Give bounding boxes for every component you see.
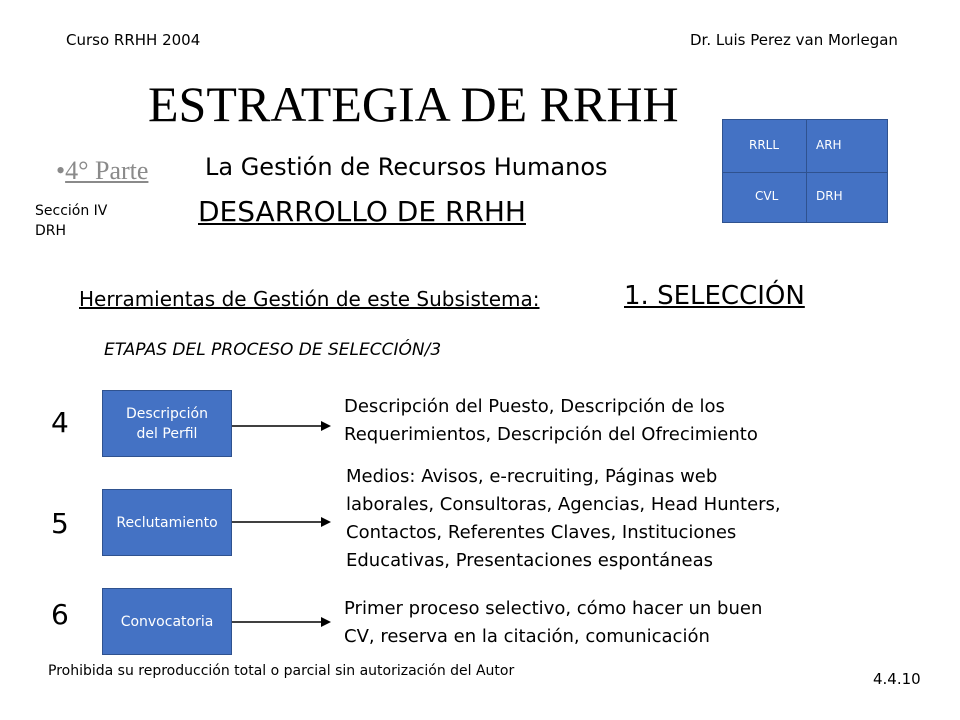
stages-title: ETAPAS DEL PROCESO DE SELECCIÓN/3 — [104, 340, 442, 360]
section-line: Sección IV — [35, 203, 108, 219]
part-label: 4° Parte — [65, 156, 149, 185]
part-heading — [56, 156, 148, 186]
slide-number: 4.4.10 — [873, 670, 921, 688]
copyright-notice: Prohibida su reproducción total o parcial sin autorización del Autor — [48, 663, 515, 679]
step-description — [344, 393, 758, 449]
arrow-icon — [232, 416, 332, 436]
tools-label: Herramientas de Gestión de este Subsistema: — [79, 287, 540, 311]
course-name: Curso RRHH 2004 — [66, 31, 201, 49]
desc-line: Educativas, Presentaciones espontáneas — [346, 550, 714, 571]
section-line: DRH — [35, 223, 67, 239]
grid-cell-cvl: CVL — [755, 189, 779, 203]
selection-title: 1. SELECCIÓN — [624, 281, 805, 311]
arrow-icon — [232, 512, 332, 532]
desc-line: Medios: Avisos, e-recruiting, Páginas web — [346, 466, 718, 487]
slide-title: ESTRATEGIA DE RRHH — [148, 76, 679, 132]
step-box-reclutamiento — [102, 489, 232, 556]
step-box-perfil — [102, 390, 232, 457]
grid-cell-arh: ARH — [816, 138, 842, 152]
desc-line: Primer proceso selectivo, cómo hacer un buen — [344, 598, 763, 619]
desc-line: laborales, Consultoras, Agencias, Head Hunters, — [346, 494, 781, 515]
subsystem-grid — [722, 119, 888, 223]
grid-divider — [723, 172, 887, 173]
grid-cell-drh: DRH — [816, 189, 843, 203]
step-box-line: Reclutamiento — [116, 514, 218, 531]
step-description — [344, 595, 762, 651]
arrow-icon — [232, 612, 332, 632]
bullet-icon: • — [56, 156, 66, 185]
step-box-convocatoria — [102, 588, 232, 655]
step-number: 6 — [51, 598, 69, 631]
step-number: 4 — [51, 406, 69, 439]
desc-line: Descripción del Puesto, Descripción de los — [344, 396, 725, 417]
section-label — [35, 201, 107, 241]
step-box-line: Convocatoria — [120, 613, 214, 630]
step-box-line: del Perfil — [136, 425, 198, 442]
desc-line: CV, reserva en la citación, comunicación — [344, 626, 710, 647]
step-box-line: Descripción — [126, 405, 208, 422]
grid-divider — [806, 120, 807, 222]
step-number: 5 — [51, 507, 69, 540]
author-name: Dr. Luis Perez van Morlegan — [690, 31, 898, 49]
grid-cell-rrll: RRLL — [749, 138, 780, 152]
subtitle: DESARROLLO DE RRHH — [198, 195, 526, 228]
desc-line: Contactos, Referentes Claves, Instituciones — [346, 522, 737, 543]
step-description — [346, 463, 781, 575]
part-subtitle: La Gestión de Recursos Humanos — [205, 153, 608, 181]
desc-line: Requerimientos, Descripción del Ofrecimiento — [344, 424, 758, 445]
